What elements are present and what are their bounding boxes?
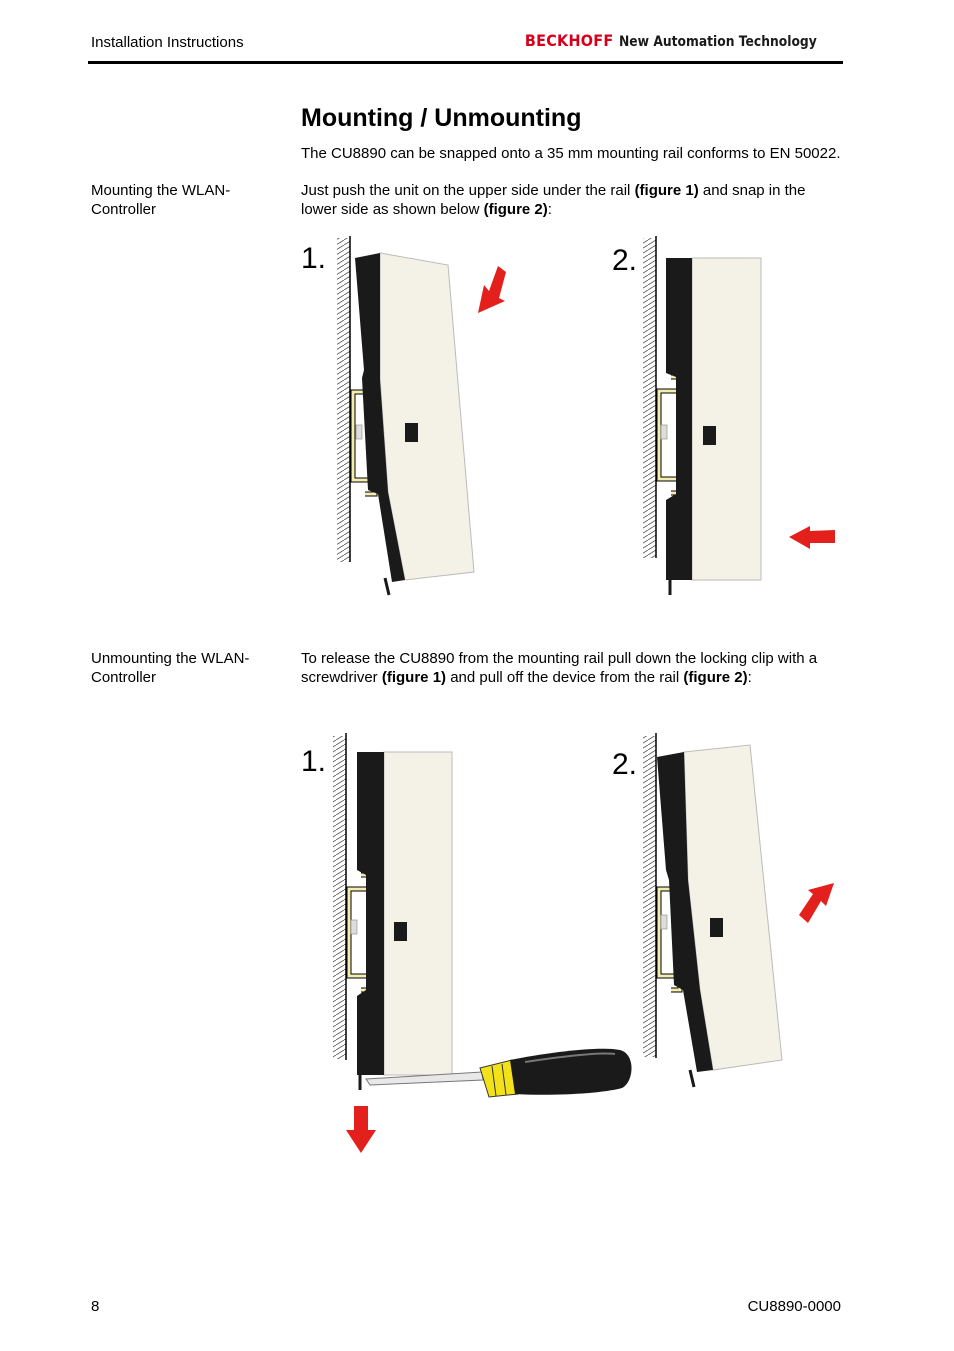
intro-text: The CU8890 can be snapped onto a 35 mm mounting rail conforms to EN 50022.	[301, 145, 841, 162]
arrow-up-right-icon	[799, 883, 834, 923]
page-number: 8	[91, 1298, 100, 1315]
unmounting-figure-2-label: 2.	[612, 748, 638, 781]
header-title: Installation Instructions	[91, 34, 244, 51]
unmounting-text-b: and pull off the device from the rail	[446, 668, 684, 686]
mounting-text-a: Just push the unit on the upper side under the rail	[301, 182, 635, 199]
document-id: CU8890-0000	[747, 1298, 841, 1315]
brand-tagline: New Automation Technology	[619, 34, 818, 50]
unmounting-ref-figure-1: (figure 1)	[381, 668, 447, 686]
mounting-text-b: and snap in the lower side as shown below	[301, 182, 806, 218]
unmounting-wall-2	[643, 733, 656, 1058]
arrow-down-icon	[346, 1106, 376, 1153]
mounting-ref-figure-2: (figure 2)	[483, 200, 548, 218]
unmounting-ref-figure-2: (figure 2)	[683, 668, 748, 686]
unmounting-side-label: Unmounting the WLAN-Controller	[91, 650, 250, 686]
mounting-figure-1-label: 1.	[301, 242, 327, 275]
mounting-figure-2-label: 2.	[612, 244, 638, 277]
mounting-text-c: :	[547, 200, 552, 218]
brand-name: BECKHOFF	[524, 31, 614, 50]
unmounting-wall-1	[333, 733, 346, 1060]
unmounting-device-2	[657, 745, 782, 1087]
unmounting-figure-1-label: 1.	[301, 745, 327, 778]
mounting-side-label: Mounting the WLAN-Controller	[91, 182, 231, 218]
mounting-ref-figure-1: (figure 1)	[634, 182, 699, 199]
page-title: Mounting / Unmounting	[301, 104, 582, 132]
unmounting-text-a: To release the CU8890 from the mounting rail pull down the locking clip with a screwdriver	[301, 650, 818, 686]
unmounting-device-1	[357, 752, 452, 1090]
unmounting-text-c: :	[747, 668, 752, 686]
